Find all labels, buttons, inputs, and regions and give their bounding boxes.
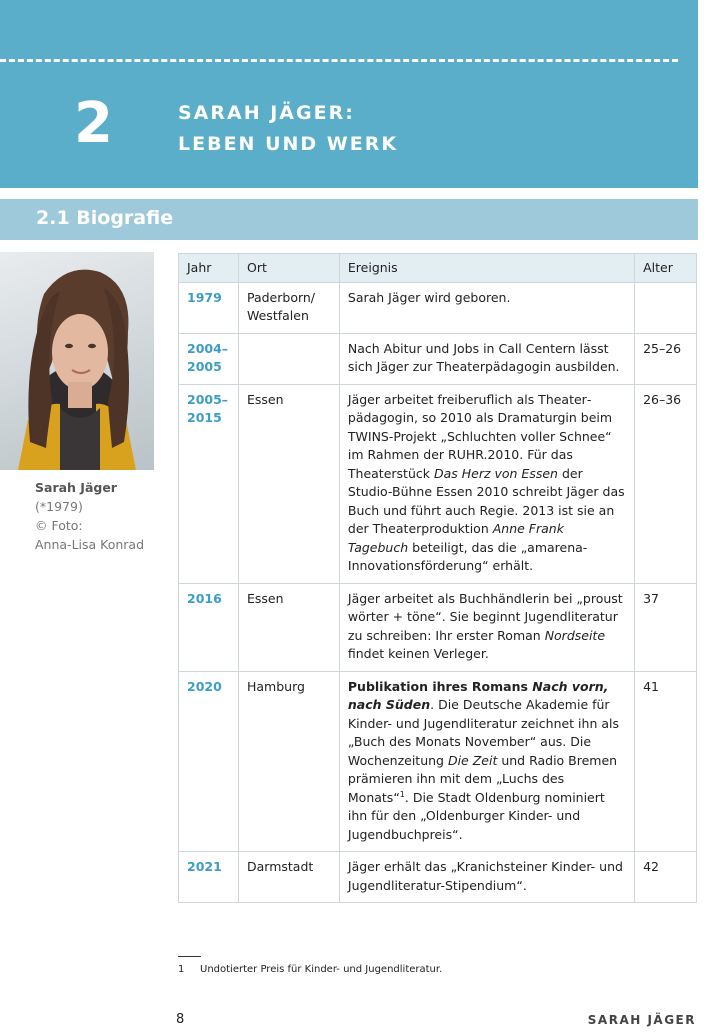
event-text-segment: der Studio-Bühne Essen 2010 schreibt Jäger das Buch und führt auch Regie. 2013 ist sie an der Theaterproduktion xyxy=(347,465,625,536)
event-text-segment: 1 xyxy=(399,789,405,799)
cell-age xyxy=(635,282,697,333)
footnote-text: Undotierter Preis für Kinder- und Jugendliteratur. xyxy=(200,964,443,975)
cell-year: 2005–2015 xyxy=(179,384,239,583)
cell-year: 2020 xyxy=(179,671,239,852)
cell-place: Paderborn/ Westfalen xyxy=(238,282,339,333)
cell-age: 26–36 xyxy=(635,384,697,583)
cell-place: Hamburg xyxy=(238,671,339,852)
cell-place xyxy=(238,333,339,384)
footnote-rule xyxy=(178,956,201,957)
cell-age: 37 xyxy=(635,583,697,671)
event-text-segment: . Die Stadt Oldenburg nominiert ihn für den „Oldenburger Kinder- und Jugendbuchpreis“. xyxy=(347,789,605,842)
cell-year: 2016 xyxy=(179,583,239,671)
chapter-title-line2: LEBEN UND WERK xyxy=(178,133,399,155)
caption-photo-label: © Foto: xyxy=(35,518,83,533)
cell-year: 2004–2005 xyxy=(179,333,239,384)
caption-name: Sarah Jäger xyxy=(35,480,117,495)
event-text-segment: Sarah Jäger wird geboren. xyxy=(347,289,511,305)
page-number: 8 xyxy=(176,1012,185,1027)
footnote xyxy=(178,964,442,975)
header-place: Ort xyxy=(238,254,339,283)
portrait-image xyxy=(0,252,154,470)
table-row xyxy=(179,333,697,384)
cell-event xyxy=(339,671,634,852)
portrait-caption xyxy=(35,478,165,554)
cell-event xyxy=(339,384,634,583)
event-text-segment: und Radio Bremen prämieren ihn mit dem „Luchs des Monats“ xyxy=(347,752,618,805)
section-title: 2.1 Biografie xyxy=(36,207,174,229)
event-text-segment: Nach vorn, nach Süden xyxy=(347,678,609,712)
table-row xyxy=(179,583,697,671)
event-text-segment: . Die Deutsche Akademie für Kinder- und Jugendliteratur zeichnet ihn als „Buch des Monats November“ aus. Die Wochenzeitung xyxy=(347,697,619,768)
cell-age: 25–26 xyxy=(635,333,697,384)
table-header-row xyxy=(179,254,697,283)
biography-table xyxy=(178,253,697,903)
event-text-segment: beteiligt, das die „amarena-Innovationsförderung“ erhält. xyxy=(347,539,588,573)
event-text-segment: Jäger arbeitet freiberuflich als Theaterpädagogin, so 2010 als Dramaturgin beim TWINS-Projekt „Schluchten voller Schnee“ im Rahmen der RUHR.2010. Für das Theaterstück xyxy=(347,391,613,481)
event-text-segment: Das Herz von Essen xyxy=(433,465,558,481)
table-row xyxy=(179,852,697,903)
cell-place: Darmstadt xyxy=(238,852,339,903)
cell-event xyxy=(339,852,634,903)
event-text-segment: Nordseite xyxy=(544,627,606,643)
author-portrait xyxy=(0,252,154,470)
table-body xyxy=(179,282,697,903)
chapter-title-line1: SARAH JÄGER: xyxy=(178,102,355,124)
running-title: SARAH JÄGER xyxy=(587,1013,696,1027)
chapter-number: 2 xyxy=(74,91,113,156)
cell-event xyxy=(339,282,634,333)
table-row xyxy=(179,671,697,852)
event-text-segment: Nach Abitur und Jobs in Call Centern lässt sich Jäger zur Theaterpädagogin ausbilden. xyxy=(347,340,620,374)
cell-event xyxy=(339,333,634,384)
cell-age: 41 xyxy=(635,671,697,852)
cell-event xyxy=(339,583,634,671)
footnote-number: 1 xyxy=(178,964,185,975)
chapter-title xyxy=(178,98,398,160)
event-text-segment: Die Zeit xyxy=(447,752,498,768)
event-text-segment: Publikation ihres Romans xyxy=(347,678,533,694)
cell-year: 2021 xyxy=(179,852,239,903)
event-text-segment: findet keinen Verleger. xyxy=(347,646,489,661)
event-text-segment: Jäger arbeitet als Buchhändlerin bei „proust wörter + töne“. Sie beginnt Jugendliteratur zu schreiben: Ihr erster Roman xyxy=(347,590,623,643)
event-text-segment: Anne Frank Tagebuch xyxy=(347,521,564,555)
cell-place: Essen xyxy=(238,583,339,671)
cell-year: 1979 xyxy=(179,282,239,333)
header-year: Jahr xyxy=(179,254,239,283)
table-row xyxy=(179,384,697,583)
cell-age: 42 xyxy=(635,852,697,903)
caption-birth: (*1979) xyxy=(35,499,83,514)
cell-place: Essen xyxy=(238,384,339,583)
header-age: Alter xyxy=(635,254,697,283)
caption-photographer: Anna-Lisa Konrad xyxy=(35,537,145,552)
table-row xyxy=(179,282,697,333)
header-event: Ereignis xyxy=(339,254,634,283)
event-text-segment: Jäger erhält das „Kranichsteiner Kinder- und Jugendliteratur-Stipendium“. xyxy=(347,859,623,893)
dashed-divider xyxy=(0,59,678,62)
